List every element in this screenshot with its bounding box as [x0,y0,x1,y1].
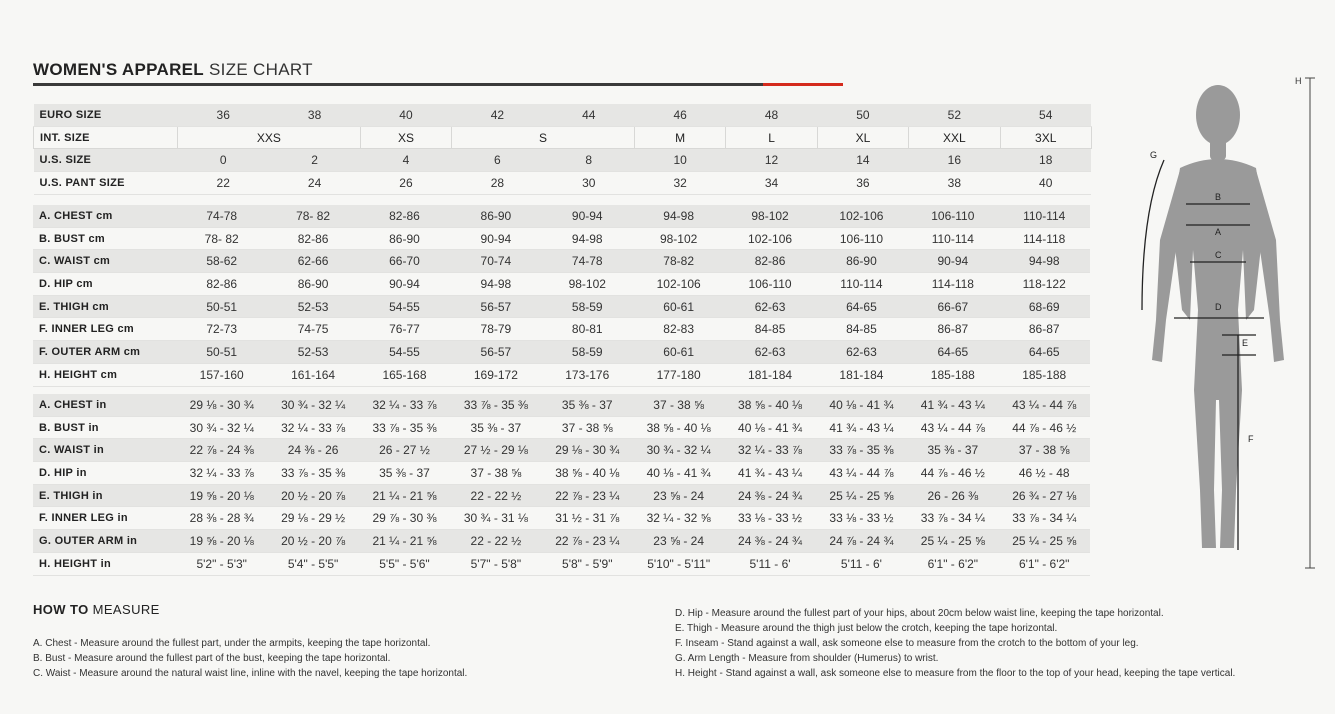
cell: 5'11 - 6' [816,552,907,575]
cell: 31 ½ - 31 ⅞ [542,507,633,530]
cell: 62-66 [267,250,358,273]
instruction-hip: D. Hip - Measure around the fullest part of your hips, about 20cm below waist line, keeping the tape horizontal. [675,608,1164,619]
cell: 29 ⅛ - 30 ¾ [176,394,267,416]
cell: 32 ¼ - 33 ⅞ [359,394,450,416]
cell: 110-114 [907,227,998,250]
cell: 46 [634,104,725,126]
how-to-bold: HOW TO [33,602,89,617]
cell: 66-70 [359,250,450,273]
table-row [33,227,1090,250]
cell: 18 [1000,149,1091,172]
cell: 43 ¼ - 44 ⅞ [999,394,1090,416]
cell: 56-57 [450,341,541,364]
table-row [33,363,1090,386]
cell: 2 [269,149,360,172]
cell: 24 ⅜ - 26 [267,439,358,462]
cell: 40 [1000,172,1091,195]
cell: 43 ¼ - 44 ⅞ [907,416,998,439]
cell: 25 ¼ - 25 ⅝ [999,530,1090,553]
cell: 30 [543,172,634,195]
cell: 23 ⅝ - 24 [633,530,724,553]
cell: 32 ¼ - 33 ⅞ [267,416,358,439]
cell: 22 - 22 ½ [450,484,541,507]
cell: XS [360,126,451,149]
row-label: A. CHEST in [33,394,176,416]
body-figure-illustration [1130,70,1330,580]
table-row [34,149,1092,172]
cell: 36 [178,104,269,126]
cell: 30 ¾ - 32 ¼ [633,439,724,462]
row-label: D. HIP in [33,462,176,485]
cell: 29 ⅛ - 30 ¾ [542,439,633,462]
size-table [33,104,1092,195]
cell: 78-79 [450,318,541,341]
cell: 29 ⅞ - 30 ⅜ [359,507,450,530]
cell: 58-62 [176,250,267,273]
cell: 33 ⅞ - 35 ⅜ [359,416,450,439]
cell: XXL [909,126,1000,149]
cell: 72-73 [176,318,267,341]
cell: 28 ⅜ - 28 ¾ [176,507,267,530]
cell: S [452,126,635,149]
cell: 185-188 [907,363,998,386]
cell: 82-86 [724,250,815,273]
row-label: D. HIP cm [33,273,176,296]
cell: 40 ⅛ - 41 ¾ [633,462,724,485]
cell: 86-90 [359,227,450,250]
cell: 22 ⅞ - 24 ⅜ [176,439,267,462]
how-to-measure-title [33,602,160,617]
cell: 106-110 [816,227,907,250]
cell: 37 - 38 ⅝ [450,462,541,485]
table-row [33,439,1090,462]
cell: 165-168 [359,363,450,386]
cell: 64-65 [999,341,1090,364]
cell: 185-188 [999,363,1090,386]
label-f: F [1248,434,1254,444]
cell: 33 ⅛ - 33 ½ [724,507,815,530]
cell: 62-63 [724,295,815,318]
cell: 6'1" - 6'2" [999,552,1090,575]
cell: 29 ⅛ - 29 ½ [267,507,358,530]
cell: 36 [817,172,908,195]
cell: 26 [360,172,451,195]
cell: 35 ⅜ - 37 [359,462,450,485]
cell: 98-102 [724,205,815,227]
cell: 6 [452,149,543,172]
cell: 52 [909,104,1000,126]
cell: 48 [726,104,817,126]
cell: 56-57 [450,295,541,318]
row-label: C. WAIST in [33,439,176,462]
cell: 35 ⅜ - 37 [542,394,633,416]
label-d: D [1215,302,1222,312]
in-measurements-table [33,394,1090,576]
table-row [34,172,1092,195]
cell: 5'4" - 5'5" [267,552,358,575]
cell: 52-53 [267,341,358,364]
row-label: F. OUTER ARM cm [33,341,176,364]
cell: 22 ⅞ - 23 ¼ [542,530,633,553]
instruction-height: H. Height - Stand against a wall, ask someone else to measure from the floor to the top of your head, keeping the tape vertical. [675,668,1236,679]
cell: 62-63 [816,341,907,364]
cell: 24 ⅞ - 24 ¾ [816,530,907,553]
cell: 84-85 [724,318,815,341]
cell: 33 ⅞ - 35 ⅜ [816,439,907,462]
table-row [33,318,1090,341]
cell: 98-102 [633,227,724,250]
cell: 14 [817,149,908,172]
how-to-light: MEASURE [92,602,160,617]
table-row [33,530,1090,553]
cell: 41 ¾ - 43 ¼ [907,394,998,416]
cell: 37 - 38 ⅝ [542,416,633,439]
row-label: U.S. PANT SIZE [34,172,178,195]
cell: 60-61 [633,341,724,364]
cell: 102-106 [724,227,815,250]
cell: 37 - 38 ⅝ [633,394,724,416]
cell: 169-172 [450,363,541,386]
label-b: B [1215,192,1222,202]
cell: 24 ⅜ - 24 ¾ [724,484,815,507]
cell: 32 [634,172,725,195]
cell: XXS [178,126,361,149]
cell: 35 ⅜ - 37 [450,416,541,439]
row-label: B. BUST in [33,416,176,439]
row-label: F. INNER LEG cm [33,318,176,341]
cell: 24 ⅜ - 24 ¾ [724,530,815,553]
table-row [33,341,1090,364]
cell: 12 [726,149,817,172]
cell: 181-184 [816,363,907,386]
cell: 173-176 [542,363,633,386]
cell: 40 ⅛ - 41 ¾ [724,416,815,439]
cell: 8 [543,149,634,172]
cell: 110-114 [816,273,907,296]
cell: 27 ½ - 29 ⅛ [450,439,541,462]
cell: XL [817,126,908,149]
table-row [33,295,1090,318]
cell: 102-106 [633,273,724,296]
title-underline [33,83,843,86]
cell: 50-51 [176,295,267,318]
cell: 22 - 22 ½ [450,530,541,553]
cell: 114-118 [907,273,998,296]
cell: 86-87 [907,318,998,341]
cell: 33 ⅞ - 35 ⅜ [267,462,358,485]
cell: 54 [1000,104,1091,126]
cell: 33 ⅞ - 34 ¼ [999,507,1090,530]
cell: 106-110 [907,205,998,227]
cell: 38 [269,104,360,126]
title-light: SIZE CHART [209,60,313,79]
cell: 177-180 [633,363,724,386]
row-label: EURO SIZE [34,104,178,126]
cell: 86-87 [999,318,1090,341]
cell: 78- 82 [176,227,267,250]
page-title [33,60,313,80]
cell: 4 [360,149,451,172]
label-e: E [1242,338,1249,348]
cell: 114-118 [999,227,1090,250]
cell: 5'5" - 5'6" [359,552,450,575]
cell: 24 [269,172,360,195]
cell: 161-164 [267,363,358,386]
cell: 22 ⅞ - 23 ¼ [542,484,633,507]
row-label: C. WAIST cm [33,250,176,273]
table-row [33,205,1090,227]
cell: 82-86 [359,205,450,227]
cell: 94-98 [450,273,541,296]
cell: 76-77 [359,318,450,341]
cell: 62-63 [724,341,815,364]
cell: 94-98 [633,205,724,227]
cell: 22 [178,172,269,195]
cell: 106-110 [724,273,815,296]
cell: 44 [543,104,634,126]
cell: 5'11 - 6' [724,552,815,575]
cell: 21 ¼ - 21 ⅝ [359,484,450,507]
row-label: A. CHEST cm [33,205,176,227]
cell: 6'1" - 6'2" [907,552,998,575]
label-a: A [1215,227,1222,237]
cell: 110-114 [999,205,1090,227]
cell: 157-160 [176,363,267,386]
cell: 90-94 [359,273,450,296]
table-row [33,394,1090,416]
cell: 50 [817,104,908,126]
cell: 90-94 [450,227,541,250]
cell: 54-55 [359,295,450,318]
cell: 54-55 [359,341,450,364]
cell: 40 [360,104,451,126]
label-c: C [1215,250,1222,260]
cell: 0 [178,149,269,172]
cell: 26 - 26 ⅜ [907,484,998,507]
title-bold: WOMEN'S APPAREL [33,60,204,79]
cell: 28 [452,172,543,195]
instruction-waist: C. Waist - Measure around the natural waist line, inline with the navel, keeping the tape horizontal. [33,668,468,679]
cell: 41 ¾ - 43 ¼ [724,462,815,485]
cell: L [726,126,817,149]
cm-measurements-table [33,205,1090,387]
cell: 26 - 27 ½ [359,439,450,462]
table-row [33,507,1090,530]
instructions-right [675,606,1235,681]
row-label: G. OUTER ARM in [33,530,176,553]
cell: 35 ⅜ - 37 [907,439,998,462]
cell: 41 ¾ - 43 ¼ [816,416,907,439]
cell: 86-90 [816,250,907,273]
cell: 43 ¼ - 44 ⅞ [816,462,907,485]
cell: 90-94 [542,205,633,227]
row-label: F. INNER LEG in [33,507,176,530]
table-row [33,250,1090,273]
cell: 20 ½ - 20 ⅞ [267,484,358,507]
row-label: B. BUST cm [33,227,176,250]
cell: 64-65 [907,341,998,364]
cell: 82-83 [633,318,724,341]
cell: 102-106 [816,205,907,227]
cell: 64-65 [816,295,907,318]
cell: 5'7" - 5'8" [450,552,541,575]
cell: M [634,126,725,149]
row-label: H. HEIGHT in [33,552,176,575]
instruction-thigh: E. Thigh - Measure around the thigh just below the crotch, keeping the tape horizontal. [675,623,1058,634]
instructions-left [33,636,467,681]
cell: 40 ⅛ - 41 ¾ [816,394,907,416]
cell: 60-61 [633,295,724,318]
cell: 5'8" - 5'9" [542,552,633,575]
cell: 20 ½ - 20 ⅞ [267,530,358,553]
cell: 90-94 [907,250,998,273]
cell: 42 [452,104,543,126]
cell: 19 ⅝ - 20 ⅛ [176,484,267,507]
cell: 70-74 [450,250,541,273]
row-label: U.S. SIZE [34,149,178,172]
cell: 3XL [1000,126,1091,149]
cell: 86-90 [450,205,541,227]
instruction-arm-length: G. Arm Length - Measure from shoulder (Humerus) to wrist. [675,653,939,664]
cell: 23 ⅝ - 24 [633,484,724,507]
cell: 38 [909,172,1000,195]
cell: 74-75 [267,318,358,341]
instruction-inseam: F. Inseam - Stand against a wall, ask someone else to measure from the crotch to the bottom of your leg. [675,638,1139,649]
label-h: H [1295,76,1302,86]
cell: 78-82 [633,250,724,273]
cell: 33 ⅞ - 34 ¼ [907,507,998,530]
cell: 33 ⅛ - 33 ½ [816,507,907,530]
cell: 74-78 [542,250,633,273]
cell: 86-90 [267,273,358,296]
cell: 26 ¾ - 27 ⅛ [999,484,1090,507]
cell: 32 ¼ - 33 ⅞ [176,462,267,485]
row-label: H. HEIGHT cm [33,363,176,386]
cell: 25 ¼ - 25 ⅝ [907,530,998,553]
cell: 94-98 [542,227,633,250]
cell: 38 ⅝ - 40 ⅛ [542,462,633,485]
cell: 16 [909,149,1000,172]
cell: 94-98 [999,250,1090,273]
table-row [33,462,1090,485]
cell: 80-81 [542,318,633,341]
cell: 84-85 [816,318,907,341]
instruction-bust: B. Bust - Measure around the fullest part of the bust, keeping the tape horizontal. [33,653,391,664]
cell: 19 ⅝ - 20 ⅛ [176,530,267,553]
row-label: INT. SIZE [34,126,178,149]
cell: 58-59 [542,295,633,318]
cell: 52-53 [267,295,358,318]
cell: 38 ⅝ - 40 ⅛ [633,416,724,439]
cell: 98-102 [542,273,633,296]
cell: 118-122 [999,273,1090,296]
table-row [34,104,1092,126]
cell: 10 [634,149,725,172]
cell: 25 ¼ - 25 ⅝ [816,484,907,507]
table-row [33,484,1090,507]
row-label: E. THIGH cm [33,295,176,318]
cell: 66-67 [907,295,998,318]
cell: 46 ½ - 48 [999,462,1090,485]
cell: 44 ⅞ - 46 ½ [999,416,1090,439]
cell: 37 - 38 ⅝ [999,439,1090,462]
cell: 32 ¼ - 32 ⅝ [633,507,724,530]
cell: 50-51 [176,341,267,364]
cell: 74-78 [176,205,267,227]
cell: 30 ¾ - 32 ¼ [176,416,267,439]
cell: 30 ¾ - 31 ⅛ [450,507,541,530]
row-label: E. THIGH in [33,484,176,507]
table-row [33,416,1090,439]
table-row [33,273,1090,296]
cell: 5'10" - 5'11" [633,552,724,575]
cell: 82-86 [267,227,358,250]
cell: 30 ¾ - 32 ¼ [267,394,358,416]
cell: 68-69 [999,295,1090,318]
instruction-chest: A. Chest - Measure around the fullest part, under the armpits, keeping the tape horizontal. [33,638,431,649]
cell: 44 ⅞ - 46 ½ [907,462,998,485]
cell: 5'2" - 5'3" [176,552,267,575]
cell: 32 ¼ - 33 ⅞ [724,439,815,462]
cell: 38 ⅝ - 40 ⅛ [724,394,815,416]
table-row [33,552,1090,575]
label-g: G [1150,150,1158,160]
cell: 181-184 [724,363,815,386]
table-row [34,126,1092,149]
cell: 21 ¼ - 21 ⅝ [359,530,450,553]
cell: 34 [726,172,817,195]
cell: 78- 82 [267,205,358,227]
cell: 33 ⅞ - 35 ⅜ [450,394,541,416]
cell: 58-59 [542,341,633,364]
cell: 82-86 [176,273,267,296]
